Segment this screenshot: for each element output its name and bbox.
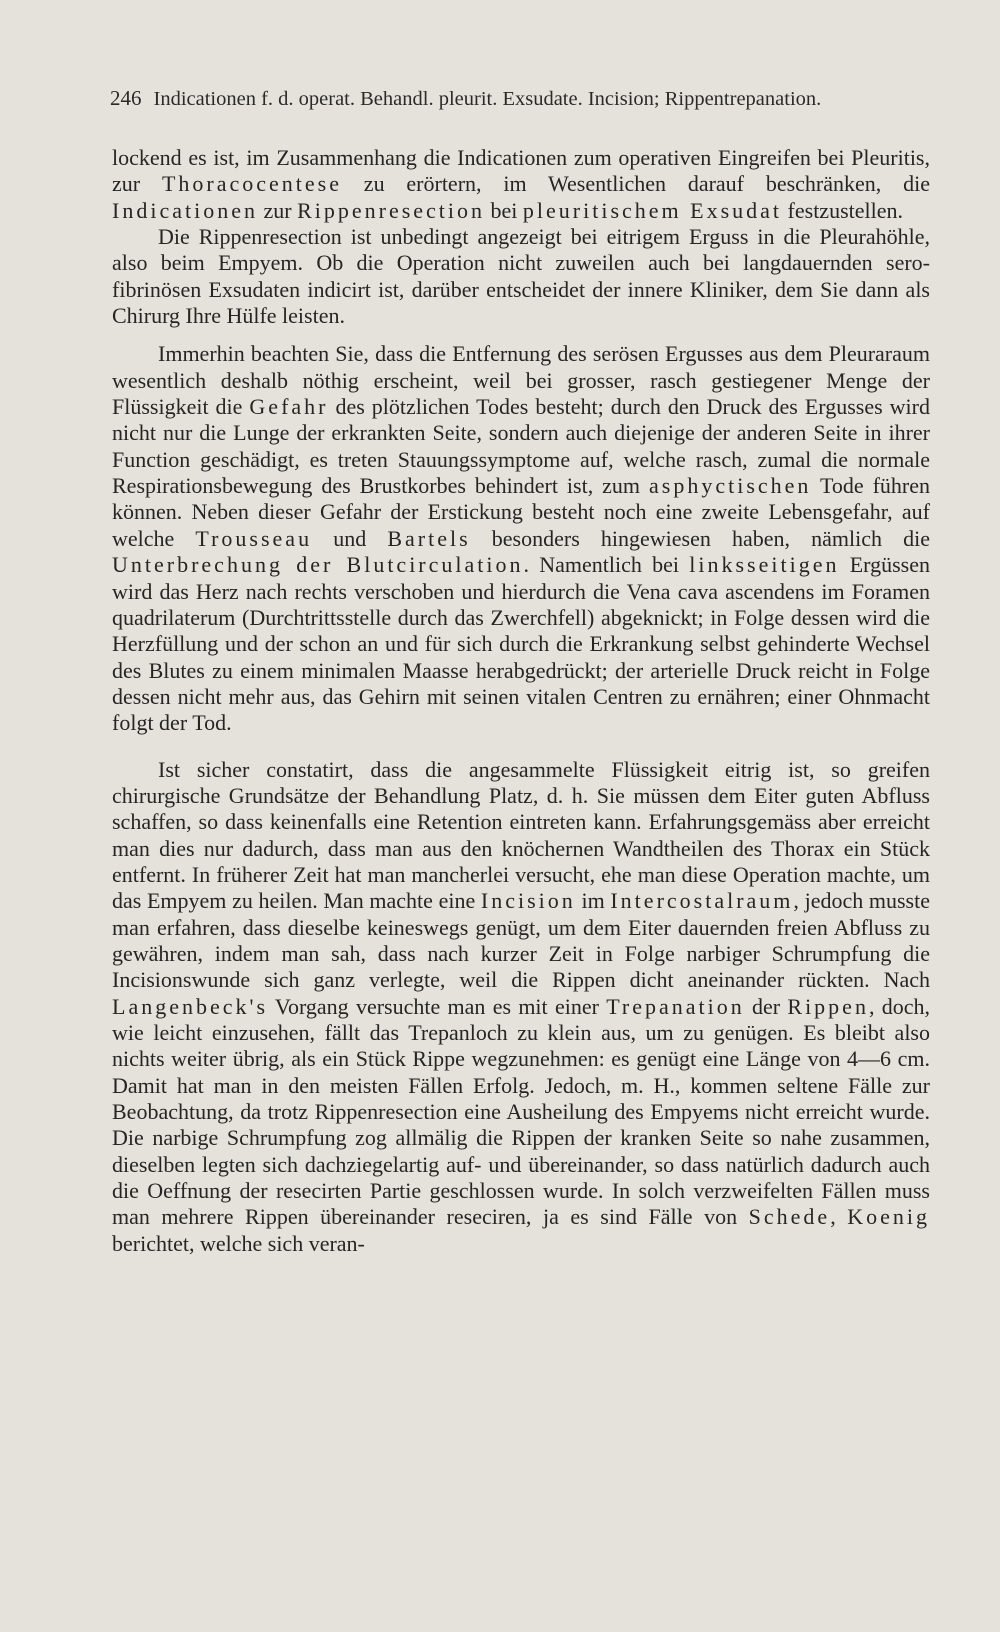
text-run: Immerhin beachten Sie, dass die Entfernung des serösen Ergusses aus dem Pleuraraum wesentlich deshalb nöthig erscheint, weil bei grosser, rasch gestiegener Menge der Flüssigkeit die <box>112 341 930 420</box>
text-run: und <box>312 525 388 551</box>
text-run: lockend es ist, im Zusammenhang die Indicationen zum operativen Eingreifen bei Pleuritis, zur <box>112 145 930 197</box>
spaced-emphasis: Koenig <box>847 1204 931 1230</box>
spaced-emphasis: pleuritischem Exsudat <box>522 197 783 223</box>
text-run: . Namentlich bei <box>523 552 690 578</box>
spaced-emphasis: asphyctischen <box>649 473 812 499</box>
text-run: , <box>830 1204 848 1230</box>
running-title: Indicationen f. d. operat. Behandl. pleurit. Exsudate. Incision; Rippentrepanation. <box>153 88 822 110</box>
spaced-emphasis: Unterbrechung der Blutcirculation <box>112 552 524 578</box>
spaced-emphasis: Indicationen <box>112 197 258 223</box>
text-run: berichtet, welche sich veran- <box>112 1230 365 1256</box>
text-run: Die Rippenresection ist unbedingt angezeigt bei eitrigem Erguss in die Pleurahöhle, also beim Empyem. Ob die Operation nicht zuweilen auch bei langdauernden sero-fibrinösen Exsudaten indicirt ist, darüber entscheidet der innere Kliniker, dem Sie dann als Chirurg Ihre Hülfe leisten. <box>112 224 930 329</box>
spaced-emphasis: Trousseau <box>195 525 313 551</box>
text-run: festzustellen. <box>782 197 904 223</box>
text-run: bei <box>485 197 523 223</box>
text-run: Tode führen können. Neben dieser Gefahr der Erstickung besteht noch eine zweite Lebensgefahr, auf welche <box>112 473 930 551</box>
spaced-emphasis: Rippenresection <box>297 197 486 223</box>
page-number: 246 <box>110 86 142 110</box>
text-run: im <box>575 888 611 914</box>
paragraph-3 <box>112 341 930 736</box>
text-run: , jedoch musste man erfahren, dass dieselbe keineswegs genügt, um dem Eiter dauernden freien Abfluss zu gewähren, indem man sah, dass nach kurzer Zeit in Folge narbiger Schrumpfung die Incisionswunde sich ganz verlegte, weil die Rippen dicht aneinander rückten. Nach <box>112 888 930 993</box>
spaced-emphasis: Langenbeck's <box>112 993 269 1019</box>
running-header <box>110 86 933 116</box>
text-run: Ergüssen wird das Herz nach rechts verschoben und hierdurch die Vena cava ascendens im Foramen quadrilaterum (Durchtrittsstelle durch das Zwerchfell) abgeknickt; in Folge dessen wird die Herzfüllung und der schon an und für sich durch die Erkrankung selbst gehinderte Wechsel des Blutes zu einem minimalen Maasse herabgedrückt; der arterielle Druck reicht in Folge dessen nicht mehr aus, das Gehirn mit seinen vitalen Centren zu ernähren; einer Ohnmacht folgt der Tod. <box>112 552 930 736</box>
body-text <box>112 145 930 1257</box>
spaced-emphasis: Gefahr <box>249 394 329 420</box>
spaced-emphasis: linksseitigen <box>689 552 840 578</box>
text-run: , doch, wie leicht einzusehen, fällt das Trepanloch zu klein aus, um zu genügen. Es bleibt also nichts weiter übrig, als ein Stück Rippe wegzunehmen: es genügt eine Länge von 4—6 cm. Damit hat man in den meisten Fällen Erfolg. Jedoch, m. H., kommen seltene Fälle zur Beobachtung, da trotz Rippenresection eine Ausheilung des Empyems nicht erreicht wurde. Die narbige Schrumpfung zog allmälig die Rippen der kranken Seite so nahe zusammen, dieselben legten sich dachziegelartig auf- und übereinander, so dass natürlich dadurch auch die Oeffnung der resecirten Partie geschlossen wurde. In solch verzweifelten Fällen muss man mehrere Rippen übereinander reseciren, ja es sind Fälle von <box>112 993 931 1230</box>
text-run: zur <box>257 197 298 223</box>
text-run: besonders hingewiesen haben, nämlich die <box>470 525 930 551</box>
spaced-emphasis: Thoracocentese <box>161 171 342 197</box>
text-run: des plötzlichen Todes besteht; durch den Druck des Ergusses wird nicht nur die Lunge der erkrankten Seite, sondern auch diejenige der anderen Seite in ihrer Function geschädigt, es treten Stauungssymptome auf, welche rasch, zumal die normale Respirationsbewegung des Brustkorbes behindert ist, zum <box>112 394 930 499</box>
text-run: Ist sicher constatirt, dass die angesammelte Flüssigkeit eitrig ist, so greifen chirurgische Grundsätze der Behandlung Platz, d. h. Sie müssen dem Eiter guten Abfluss schaffen, so dass keinenfalls eine Retention eintreten kann. Erfahrungsgemäss aber erreicht man dies nur dadurch, dass man aus den knöchernen Wandtheilen des Thorax ein Stück entfernt. In früherer Zeit hat man mancherlei versucht, ehe man diese Operation machte, um das Empyem zu heilen. Man machte eine <box>112 756 930 914</box>
paragraph-4 <box>112 757 930 1258</box>
spaced-emphasis: Rippen <box>787 993 869 1019</box>
spaced-emphasis: Schede <box>748 1204 831 1230</box>
text-run: der <box>744 993 788 1019</box>
text-run: Vorgang versuchte man es mit einer <box>268 993 607 1019</box>
spaced-emphasis: Bartels <box>387 525 471 551</box>
spaced-emphasis: Incision <box>480 888 576 914</box>
text-run: zu erörtern, im Wesentlichen darauf beschränken, die <box>341 171 930 197</box>
spaced-emphasis: Trepanation <box>606 993 745 1019</box>
paragraph-1 <box>112 145 930 224</box>
spaced-emphasis: Intercostalraum <box>610 888 794 914</box>
paragraph-2 <box>112 224 930 329</box>
